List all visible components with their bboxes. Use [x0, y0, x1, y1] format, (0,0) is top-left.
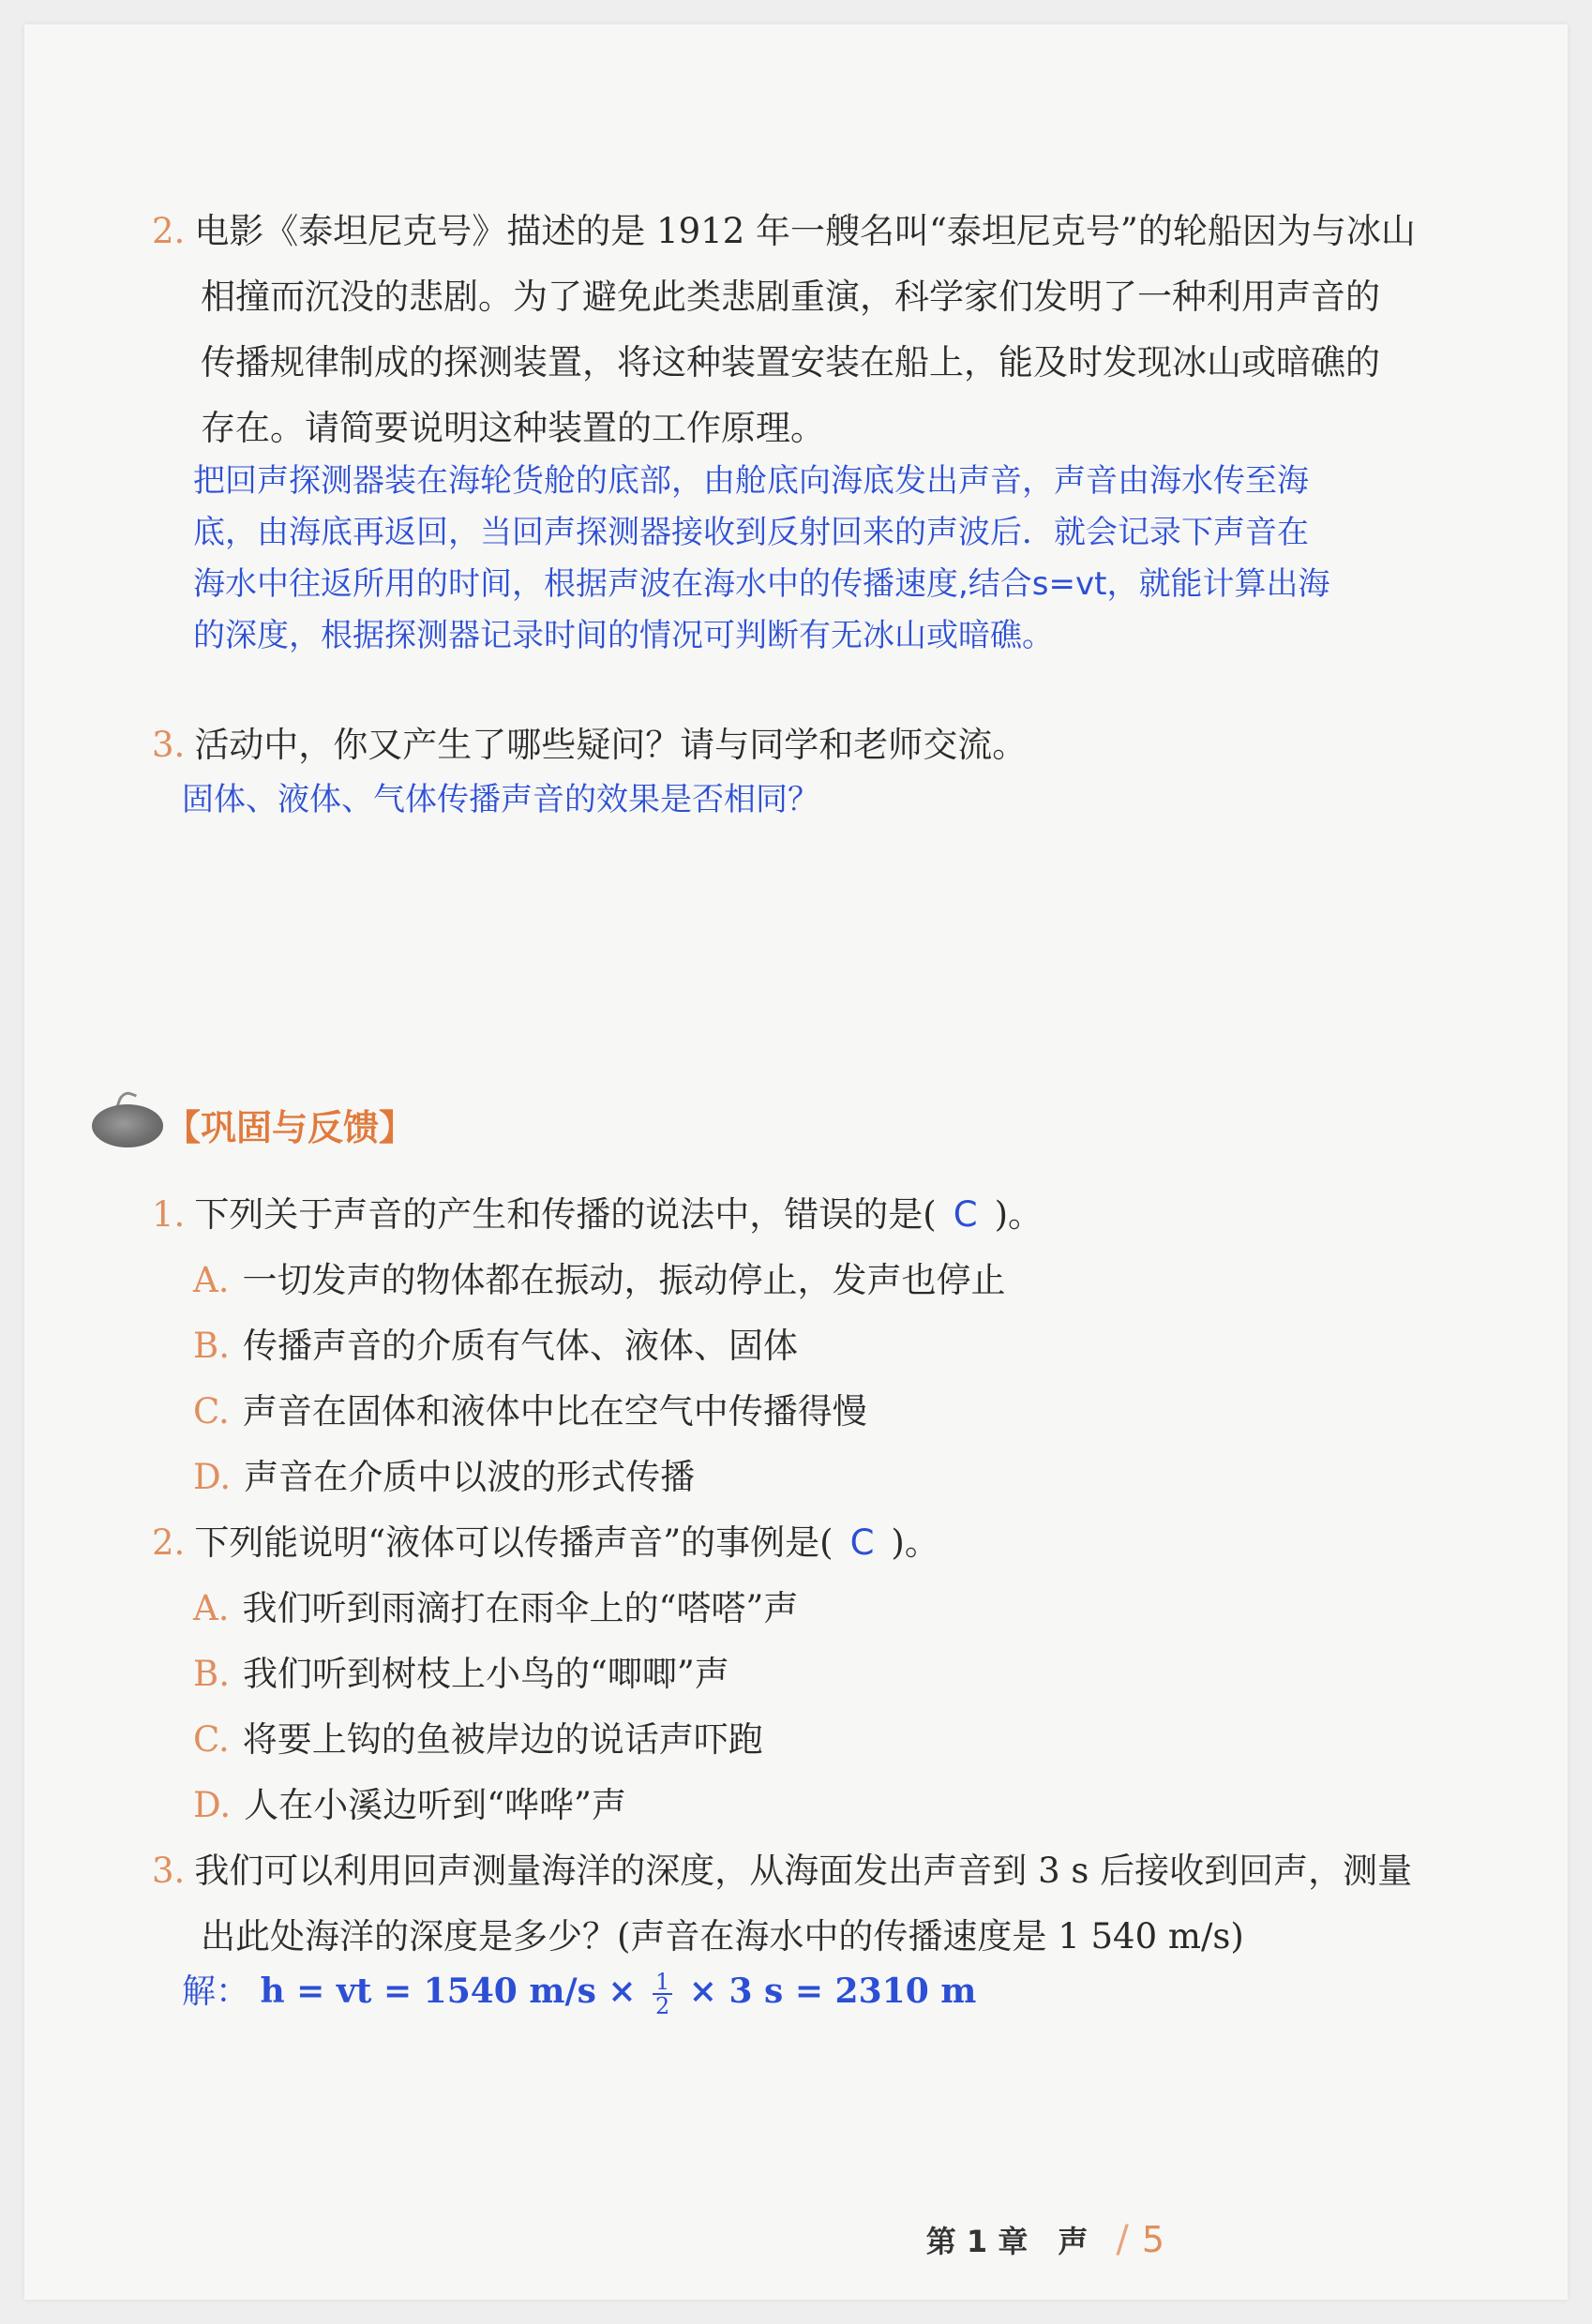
- answer-line: 把回声探测器装在海轮货舱的底部，由舱底向海底发出声音，声音由海水传至海: [193, 462, 1309, 500]
- decorative-blob-icon: [92, 1104, 163, 1147]
- feedback-question-3: [152, 1838, 1427, 1970]
- question-number: 2.: [152, 1522, 186, 1563]
- solution-expression-left: h = vt = 1540 m/s ×: [260, 1972, 637, 2011]
- solution: [182, 1965, 976, 2017]
- question-number: 2.: [152, 211, 186, 251]
- answer-2: [193, 456, 1329, 662]
- chapter-label: 第 1 章 声: [925, 2224, 1089, 2259]
- answer-fill: C: [849, 1522, 875, 1563]
- fraction: [653, 1971, 672, 2017]
- question-number: 3.: [152, 725, 186, 765]
- question-text-line: 传播规律制成的探测装置，将这种装置安装在船上，能及时发现冰山或暗礁的: [201, 342, 1380, 382]
- question-stem-end: )。: [994, 1194, 1044, 1235]
- option-d: D. 人在小溪边听到“哗哗”声: [193, 1785, 626, 1825]
- question-text-line: 存在。请简要说明这种装置的工作原理。: [201, 408, 825, 448]
- worksheet-page: [24, 24, 1568, 2300]
- solution-expression-right: × 3 s = 2310 m: [688, 1972, 977, 2011]
- question-number: 3.: [152, 1851, 186, 1891]
- question-number: 1.: [152, 1194, 186, 1235]
- feedback-question-1: [152, 1182, 1427, 1248]
- option-d: D. 声音在介质中以波的形式传播: [193, 1457, 696, 1497]
- option-b: B. 传播声音的介质有气体、液体、固体: [193, 1326, 798, 1366]
- question-stem-end: )。: [891, 1522, 939, 1563]
- question-text-line: 出此处海洋的深度是多少？(声音在海水中的传播速度是 1 540 m/s): [201, 1916, 1244, 1957]
- answer-line: 的深度，根据探测器记录时间的情况可判断有无冰山或暗礁。: [193, 617, 1054, 654]
- question-stem: 下列关于声音的产生和传播的说法中，错误的是(: [194, 1194, 937, 1235]
- options-list: [193, 1576, 798, 1838]
- fraction-numerator: 1: [653, 1971, 672, 1995]
- option-c: C. 将要上钩的鱼被岸边的说话声吓跑: [193, 1719, 763, 1760]
- option-b: B. 我们听到树枝上小鸟的“唧唧”声: [193, 1654, 729, 1694]
- answer-3: [182, 774, 819, 826]
- divider-slash: /: [1116, 2218, 1129, 2261]
- question-text-line: 我们可以利用回声测量海洋的深度，从海面发出声音到 3 s 后接收到回声，测量: [194, 1851, 1413, 1891]
- question-text-line: 相撞而沉没的悲剧。为了避免此类悲剧重演，科学家们发明了一种利用声音的: [201, 277, 1380, 317]
- answer-line: 海水中往返所用的时间，根据声波在海水中的传播速度,结合s=vt，就能计算出海: [193, 565, 1330, 603]
- answer-line: 固体、液体、气体传播声音的效果是否相同？: [182, 781, 819, 818]
- question-3: [152, 712, 1427, 778]
- option-a: A. 我们听到雨滴打在雨伞上的“嗒嗒”声: [193, 1588, 799, 1628]
- solution-label: 解：: [182, 1972, 250, 2011]
- question-stem: 下列能说明“液体可以传播声音”的事例是(: [194, 1522, 834, 1563]
- answer-fill: C: [953, 1194, 978, 1235]
- fraction-denominator: 2: [655, 1993, 670, 2019]
- answer-line: 底，由海底再返回，当回声探测器接收到反射回来的声波后．就会记录下声音在: [193, 514, 1309, 551]
- question-text-line: 电影《泰坦尼克号》描述的是 1912 年一艘名叫“泰坦尼克号”的轮船因为与冰山: [194, 211, 1416, 251]
- page-number: 5: [1141, 2219, 1164, 2260]
- question-2: [152, 199, 1427, 461]
- page-footer: [926, 2218, 1164, 2261]
- feedback-question-2: [152, 1510, 1427, 1576]
- question-text: 活动中，你又产生了哪些疑问？请与同学和老师交流。: [194, 725, 1028, 765]
- options-list: [193, 1248, 1005, 1510]
- section-title: 【巩固与反馈】: [165, 1107, 415, 1148]
- option-a: A. 一切发声的物体都在振动，振动停止，发声也停止: [193, 1260, 1006, 1300]
- option-c: C. 声音在固体和液体中比在空气中传播得慢: [193, 1391, 867, 1432]
